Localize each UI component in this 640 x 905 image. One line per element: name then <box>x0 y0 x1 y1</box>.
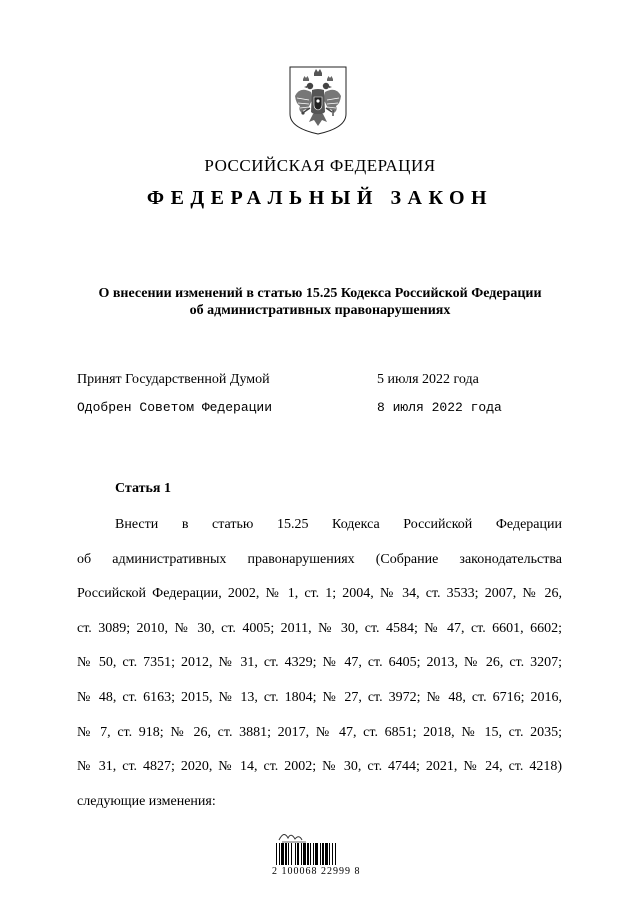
body-line: № 7, ст. 918; № 26, ст. 3881; 2017, № 47, ст. 6851; 2018, № 15, ст. 2035; <box>77 724 562 740</box>
council-label: Одобрен Советом Федерации <box>77 400 273 415</box>
duma-date: 5 июля 2022 года <box>377 372 479 387</box>
law-name <box>40 285 600 319</box>
handwritten-initials <box>276 828 316 844</box>
body-line: об административных правонарушениях (Собрание законодательства <box>77 551 562 567</box>
law-name-line: об административных правонарушениях <box>189 303 451 318</box>
coat-of-arms-emblem <box>286 64 350 136</box>
body-line: № 48, ст. 6163; 2015, № 13, ст. 1804; № 27, ст. 3972; № 48, ст. 6716; 2016, <box>77 689 562 705</box>
body-line: Российской Федерации, 2002, № 1, ст. 1; 2004, № 34, ст. 3533; 2007, № 26, <box>77 586 562 602</box>
document-type-title: ФЕДЕРАЛЬНЫЙ ЗАКОН <box>146 187 494 209</box>
article-body <box>77 508 562 819</box>
body-line: № 31, ст. 4827; 2020, № 14, ст. 2002; № 30, ст. 4744; 2021, № 24, ст. 4218) <box>77 759 562 775</box>
council-date: 8 июля 2022 года <box>377 400 502 415</box>
article-heading: Статья 1 <box>115 481 171 496</box>
body-line: Внести в статью 15.25 Кодекса Российской Федерации <box>115 517 562 532</box>
country-name: РОССИЙСКАЯ ФЕДЕРАЦИЯ <box>204 156 436 175</box>
law-name-line: О внесении изменений в статью 15.25 Кодекса Российской Федерации <box>98 286 542 301</box>
barcode-number: 2 100068 22999 8 <box>272 866 361 877</box>
body-line: ст. 3089; 2010, № 30, ст. 4005; 2011, № 30, ст. 4584; № 47, ст. 6601, 6602; <box>77 620 562 636</box>
barcode <box>276 843 360 865</box>
body-line: следующие изменения: <box>77 793 216 809</box>
body-line: № 50, ст. 7351; 2012, № 31, ст. 4329; № 47, ст. 6405; 2013, № 26, ст. 3207; <box>77 655 562 671</box>
duma-label: Принят Государственной Думой <box>77 372 270 387</box>
